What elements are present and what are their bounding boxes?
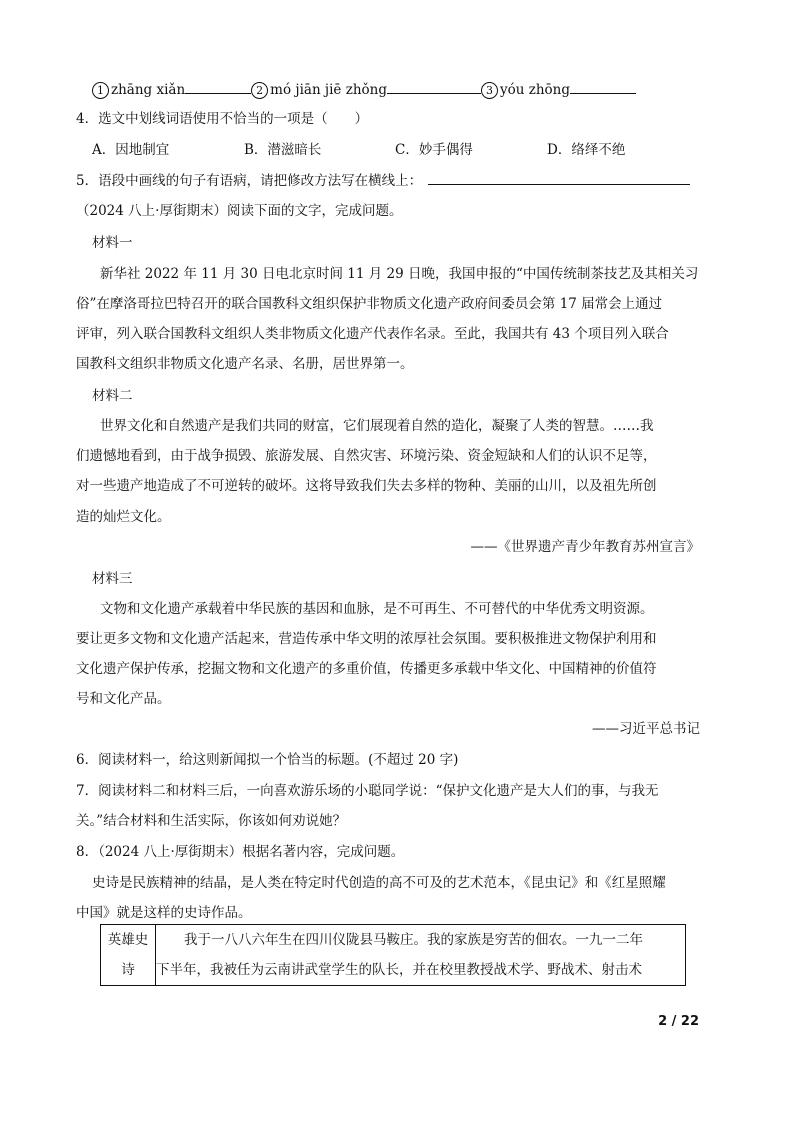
answer-blank[interactable] xyxy=(185,79,251,94)
page-number: 2 / 22 xyxy=(658,1014,699,1029)
pinyin-text: zhāng xiǎn xyxy=(111,82,186,98)
pinyin-text: mó jiān jiē zhǒng xyxy=(270,82,387,98)
table-content-line: 我于一八八六年生在四川仪陇县马鞍庄。我的家族是穷苦的佃农。一九一二年 xyxy=(184,932,643,948)
section-intro: （2024 八上·厚街期末）阅读下面的文字，完成问题。 xyxy=(76,203,403,219)
material-1-line: 国教科文组织非物质文化遗产名录、名册，居世界第一。 xyxy=(76,356,414,372)
material-2-line: 对一些遗产地造成了不可逆转的破坏。这将导致我们失去多样的物种、美丽的山川，以及祖先所创 xyxy=(76,478,657,494)
item-number-circle: 2 xyxy=(251,82,268,99)
material-2-source: ——《世界遗产青少年教育苏州宣言》 xyxy=(470,539,700,555)
q4-question: 4．选文中划线词语使用不恰当的一项是（ ） xyxy=(76,111,369,127)
q4-option-d[interactable]: D．络绎不绝 xyxy=(547,142,626,158)
q8-intro-line: 史诗是民族精神的结晶，是人类在特定时代创造的高不可及的艺术范本，《昆虫记》和《红星照耀 xyxy=(92,875,666,891)
table-header-line: 诗 xyxy=(121,962,135,978)
q5-question xyxy=(76,170,690,191)
table-content-line: 下半年，我被任为云南讲武堂学生的队长，并在校里教授战术学、野战术、射击术 xyxy=(156,962,642,978)
table-header-line: 英雄史 xyxy=(107,932,149,948)
q4-option-a[interactable]: A．因地制宜 xyxy=(92,142,170,158)
q6-question: 6．阅读材料一，给这则新闻拟一个恰当的标题。(不超过 20 字) xyxy=(76,752,459,768)
q4-option-b[interactable]: B．潜滋暗长 xyxy=(244,142,322,158)
table-row xyxy=(101,925,686,986)
material-3-source: ——习近平总书记 xyxy=(592,721,700,737)
material-3-line: 文化遗产保护传承，挖掘文物和文化遗产的多重价值，传播更多承载中华文化、中国精神的价值符 xyxy=(76,661,657,677)
q7-question-line: 关。”结合材料和生活实际，你该如何劝说她？ xyxy=(76,813,347,829)
material-1-line: 评审，列入联合国教科文组织人类非物质文化遗产代表作名录。至此，我国共有 43 个项目列入联合 xyxy=(76,326,669,342)
material-3-line: 号和文化产品。 xyxy=(76,691,171,707)
table-header-cell xyxy=(101,925,156,986)
material-1-title: 材料一 xyxy=(92,235,133,251)
item-number-circle: 1 xyxy=(92,82,109,99)
material-2-line: 世界文化和自然遗产是我们共同的财富，它们展现着自然的造化，凝聚了人类的智慧。……我 xyxy=(100,418,654,434)
material-1-line: 新华社 2022 年 11 月 30 日电北京时间 11 月 29 日晚，我国申报的“中国传统制茶技艺及其相关习 xyxy=(100,266,699,282)
item-number-circle: 3 xyxy=(481,82,498,99)
material-3-title: 材料三 xyxy=(92,571,133,587)
material-3-line: 文物和文化遗产承载着中华民族的基因和血脉，是不可再生、不可替代的中华优秀文明资源。 xyxy=(100,601,654,617)
answer-blank[interactable] xyxy=(570,79,636,94)
q8-table xyxy=(100,924,686,986)
material-3-line: 要让更多文物和文化遗产活起来，营造传承中华文明的浓厚社会氛围。要积极推进文物保护利用和 xyxy=(76,631,657,647)
material-2-title: 材料二 xyxy=(92,388,133,404)
material-2-line: 造的灿烂文化。 xyxy=(76,509,171,525)
q8-intro-line: 中国》就是这样的史诗作品。 xyxy=(76,905,252,921)
material-1-line: 俗”在摩洛哥拉巴特召开的联合国教科文组织保护非物质文化遗产政府间委员会第 17 届常会上通过 xyxy=(76,296,663,312)
answer-blank[interactable] xyxy=(387,79,481,94)
q5-question-text: 5．语段中画线的句子有语病，请把修改方法写在横线上： xyxy=(76,173,423,189)
q3-pinyin-row xyxy=(92,79,636,100)
q4-option-c[interactable]: C．妙手偶得 xyxy=(395,142,473,158)
q5-answer-blank[interactable] xyxy=(428,170,690,185)
table-content-cell xyxy=(156,925,686,986)
pinyin-text: yóu zhōng xyxy=(500,82,571,98)
q7-question-line: 7．阅读材料二和材料三后，一向喜欢游乐场的小聪同学说：“保护文化遗产是大人们的事，与我无 xyxy=(76,783,659,799)
q8-question: 8．（2024 八上·厚街期末）根据名著内容，完成问题。 xyxy=(76,844,405,860)
material-2-line: 们遗憾地看到，由于战争损毁、旅游发展、自然灾害、环境污染、资金短缺和人们的认识不足等， xyxy=(76,448,657,464)
